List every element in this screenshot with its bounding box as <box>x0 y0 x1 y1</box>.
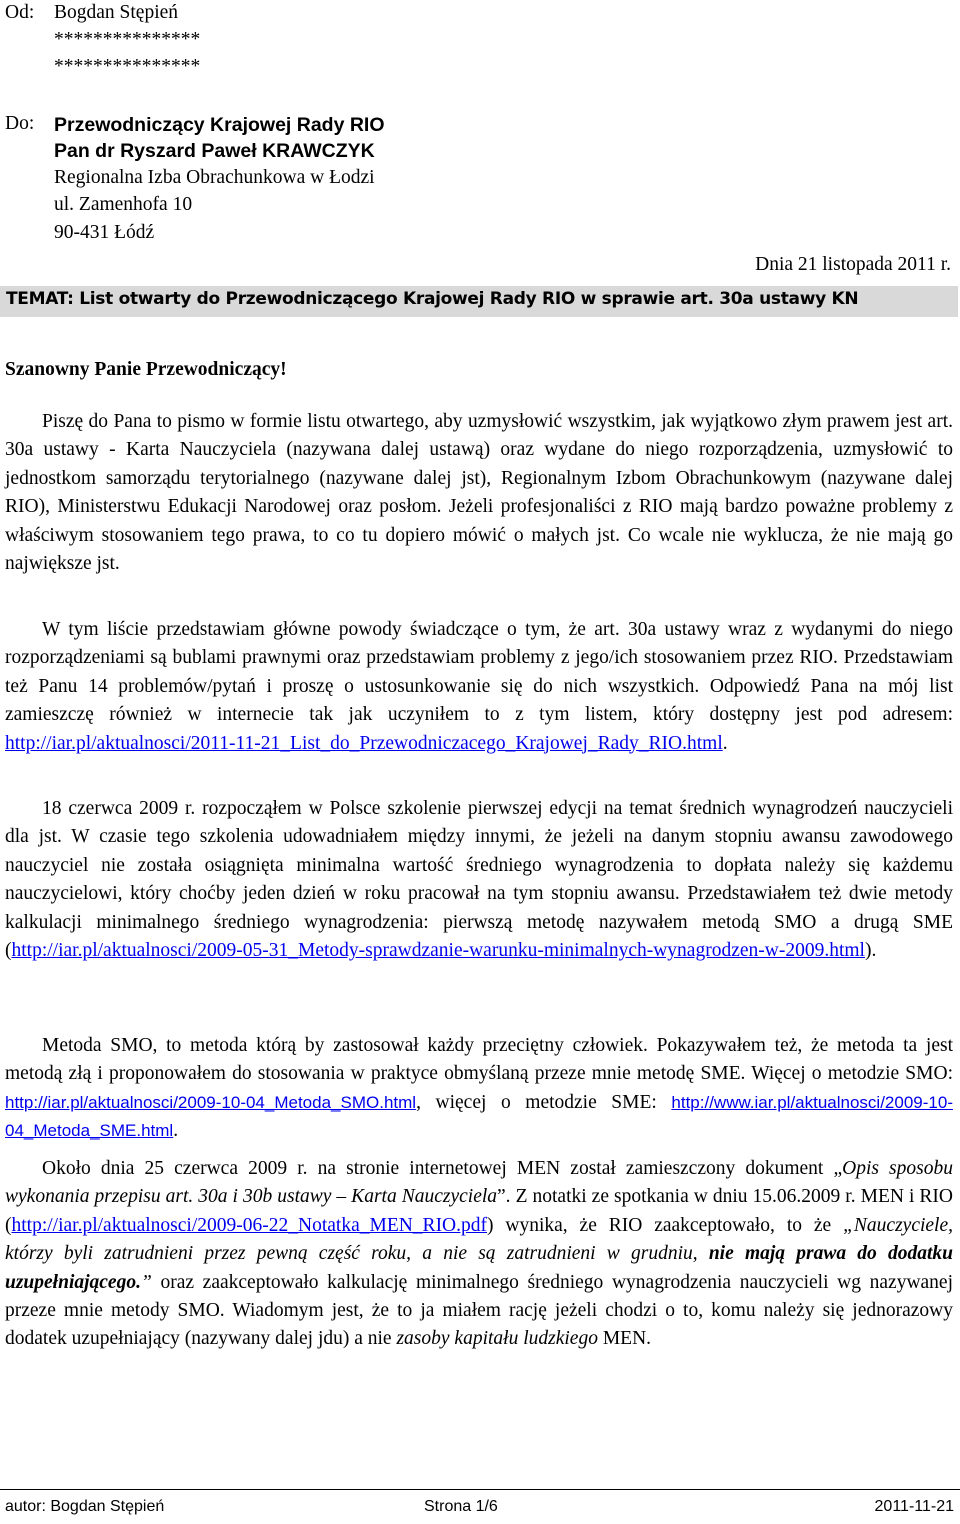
from-name: Bogdan Stępień <box>54 2 179 23</box>
note-link[interactable]: http://iar.pl/aktualnosci/2009-06-22_Notatka_MEN_RIO.pdf <box>11 1214 488 1236</box>
paragraph-3-text: 18 czerwca 2009 r. rozpocząłem w Polsce szkolenie pierwszej edycji na temat średnich wynagrodzeń nauczycieli dla jst. W czasie tego szkolenia udowadniałem między innymi, że jeżeli na danym stopniu awansu zawodowego nauczyciel nie została osiągnięta minimalna wartość średniego wynagrodzenia to dopłata należy się każdemu nauczycielowi, który choćby jeden dzień w roku pracował na tym stopniu awansu. Przedstawiałem też dwie metody kalkulacji minimalnego średniego wynagrodzenia: pierwszą metodę nazywałem metodą SMO a drugą SME ( <box>5 798 953 962</box>
paragraph-5 <box>5 1155 953 1354</box>
quote-close: ” <box>140 1271 152 1293</box>
from-label: Od: <box>5 2 35 23</box>
paragraph-3-end: ). <box>864 940 877 962</box>
paragraph-5-part-a: Około dnia 25 czerwca 2009 r. na stronie internetowej MEN został zamieszczony dokument „ <box>42 1158 843 1179</box>
recipient-city: 90-431 Łódź <box>54 222 155 243</box>
recipient-institution: Regionalna Izba Obrachunkowa w Łodzi <box>54 167 375 188</box>
quote-italic: „Nauczyciele, którzy byli zatrudnieni przez pewną część roku, a nie są zatrudnieni w grudniu, <box>5 1214 953 1265</box>
paragraph-4-text: Metoda SMO, to metoda którą by zastosował każdy przeciętny człowiek. Pokazywałem też, że metoda ta jest metodą złą i proponowałem do stosowania w praktyce obmyślaną przeze mnie metodę SME. Więcej o metodzie SMO: <box>5 1035 953 1085</box>
recipient-title: Przewodniczący Krajowej Rady RIO <box>54 114 385 136</box>
recipient-street: ul. Zamenhofa 10 <box>54 194 193 215</box>
paragraph-4-body <box>5 1032 953 1146</box>
paragraph-4-mid: , więcej o metodzie SME: <box>416 1091 672 1113</box>
methods-link[interactable]: http://iar.pl/aktualnosci/2009-05-31_Metody-sprawdzanie-warunku-minimalnych-wynagrodzen-w-2009.html <box>11 940 865 962</box>
footer-page-number: Strona 1/6 <box>424 1498 498 1515</box>
paragraph-2-text: W tym liście przedstawiam główne powody świadczące o tym, że art. 30a ustawy wraz z wydanymi do niego rozporządzeniami są bublami prawnymi oraz przedstawiam problemy z jego/ich stosowaniem przez RIO. Przedstawiam też Panu 14 problemów/pytań i proszę o ustosunkowanie się do nich wszystkich. Odpowiedź Pana na mój list zamieszczę również w internecie tak jak uczyniłem to z tym listem, który dostępny jest pod adresem: <box>5 619 953 726</box>
paragraph-5-body <box>5 1155 953 1354</box>
paragraph-1-text: Piszę do Pana to pismo w formie listu otwartego, aby uzmysłowić wszystkim, jak wyjątkowo złym prawem jest art. 30a ustawy - Karta Nauczyciela (nazywana dalej ustawą) oraz wydane do niego rozporządzenia, uzmysłowić to jednostkom samorządu terytorialnego (nazywane dalej jst), Regionalnym Izbom Obrachunkowym (nazywane dalej RIO), Ministerstwu Edukacji Narodowej oraz posłom. Jeżeli profesjonaliści z RIO mają bardzo poważne problemy z właściwym stosowaniem tego prawa, to co tu dopiero mówić o małych jst. Co wcale nie wyklucza, że nie mają go największe jst. <box>5 411 953 575</box>
paragraph-5-part-e: MEN. <box>597 1328 652 1350</box>
paragraph-5-part-b: ”. Z notatki ze spotkania w dniu 15.06.2009 r. MEN i RIO ( <box>5 1186 953 1236</box>
paragraph-3 <box>5 795 953 965</box>
letter-date: Dnia 21 listopada 2011 r. <box>755 254 951 275</box>
paragraph-5-part-d: oraz zaakceptowało kalkulację minimalnego średniego wynagrodzenia nauczycieli wg nazywanej przeze mnie metody SMO. Wiadomym jest, że to ja miałem rację jeżeli chodzi o to, komu należy się jednorazowy dodatek uzupełniający (nazywany dalej jdu) a nie <box>5 1271 953 1350</box>
from-line-2: *************** <box>54 29 201 50</box>
smo-link[interactable]: http://iar.pl/aktualnosci/2009-10-04_Metoda_SMO.html <box>5 1092 417 1112</box>
paragraph-2 <box>5 616 953 758</box>
paragraph-2-end: . <box>722 732 728 754</box>
sme-link[interactable]: http://www.iar.pl/aktualnosci/2009-10-04_Metoda_SME.html <box>5 1092 953 1141</box>
from-line-3: *************** <box>54 56 201 77</box>
salutation: Szanowny Panie Przewodniczący! <box>5 359 287 380</box>
paragraph-2-body <box>5 616 953 758</box>
recipient-name: Pan dr Ryszard Paweł KRAWCZYK <box>54 140 375 162</box>
page-footer <box>0 1489 960 1515</box>
footer-date: 2011-11-21 <box>874 1498 954 1515</box>
letter-url-link[interactable]: http://iar.pl/aktualnosci/2011-11-21_List_do_Przewodniczacego_Krajowej_Rady_RIO.html <box>5 732 723 754</box>
topic-text: TEMAT: List otwarty do Przewodniczącego Krajowej Rady RIO w sprawie art. 30a ustawy KN <box>6 289 859 309</box>
human-capital-italic: zasoby kapitału ludzkiego <box>396 1328 598 1350</box>
paragraph-4 <box>5 1032 953 1146</box>
quote-bold-italic: nie mają prawa do dodatku uzupełniającego. <box>5 1243 953 1293</box>
paragraph-3-body <box>5 795 953 965</box>
paragraph-1 <box>5 408 953 578</box>
document-title-italic: Opis sposobu wykonania przepisu art. 30a i 30b ustawy – Karta Nauczyciela <box>5 1158 953 1208</box>
paragraph-4-end: . <box>173 1120 179 1142</box>
paragraph-5-part-c: ) wynika, że RIO zaakceptowało, to że <box>487 1214 844 1236</box>
to-label: Do: <box>5 113 35 134</box>
footer-author: autor: Bogdan Stępień <box>5 1498 165 1515</box>
topic-bar <box>0 286 958 317</box>
